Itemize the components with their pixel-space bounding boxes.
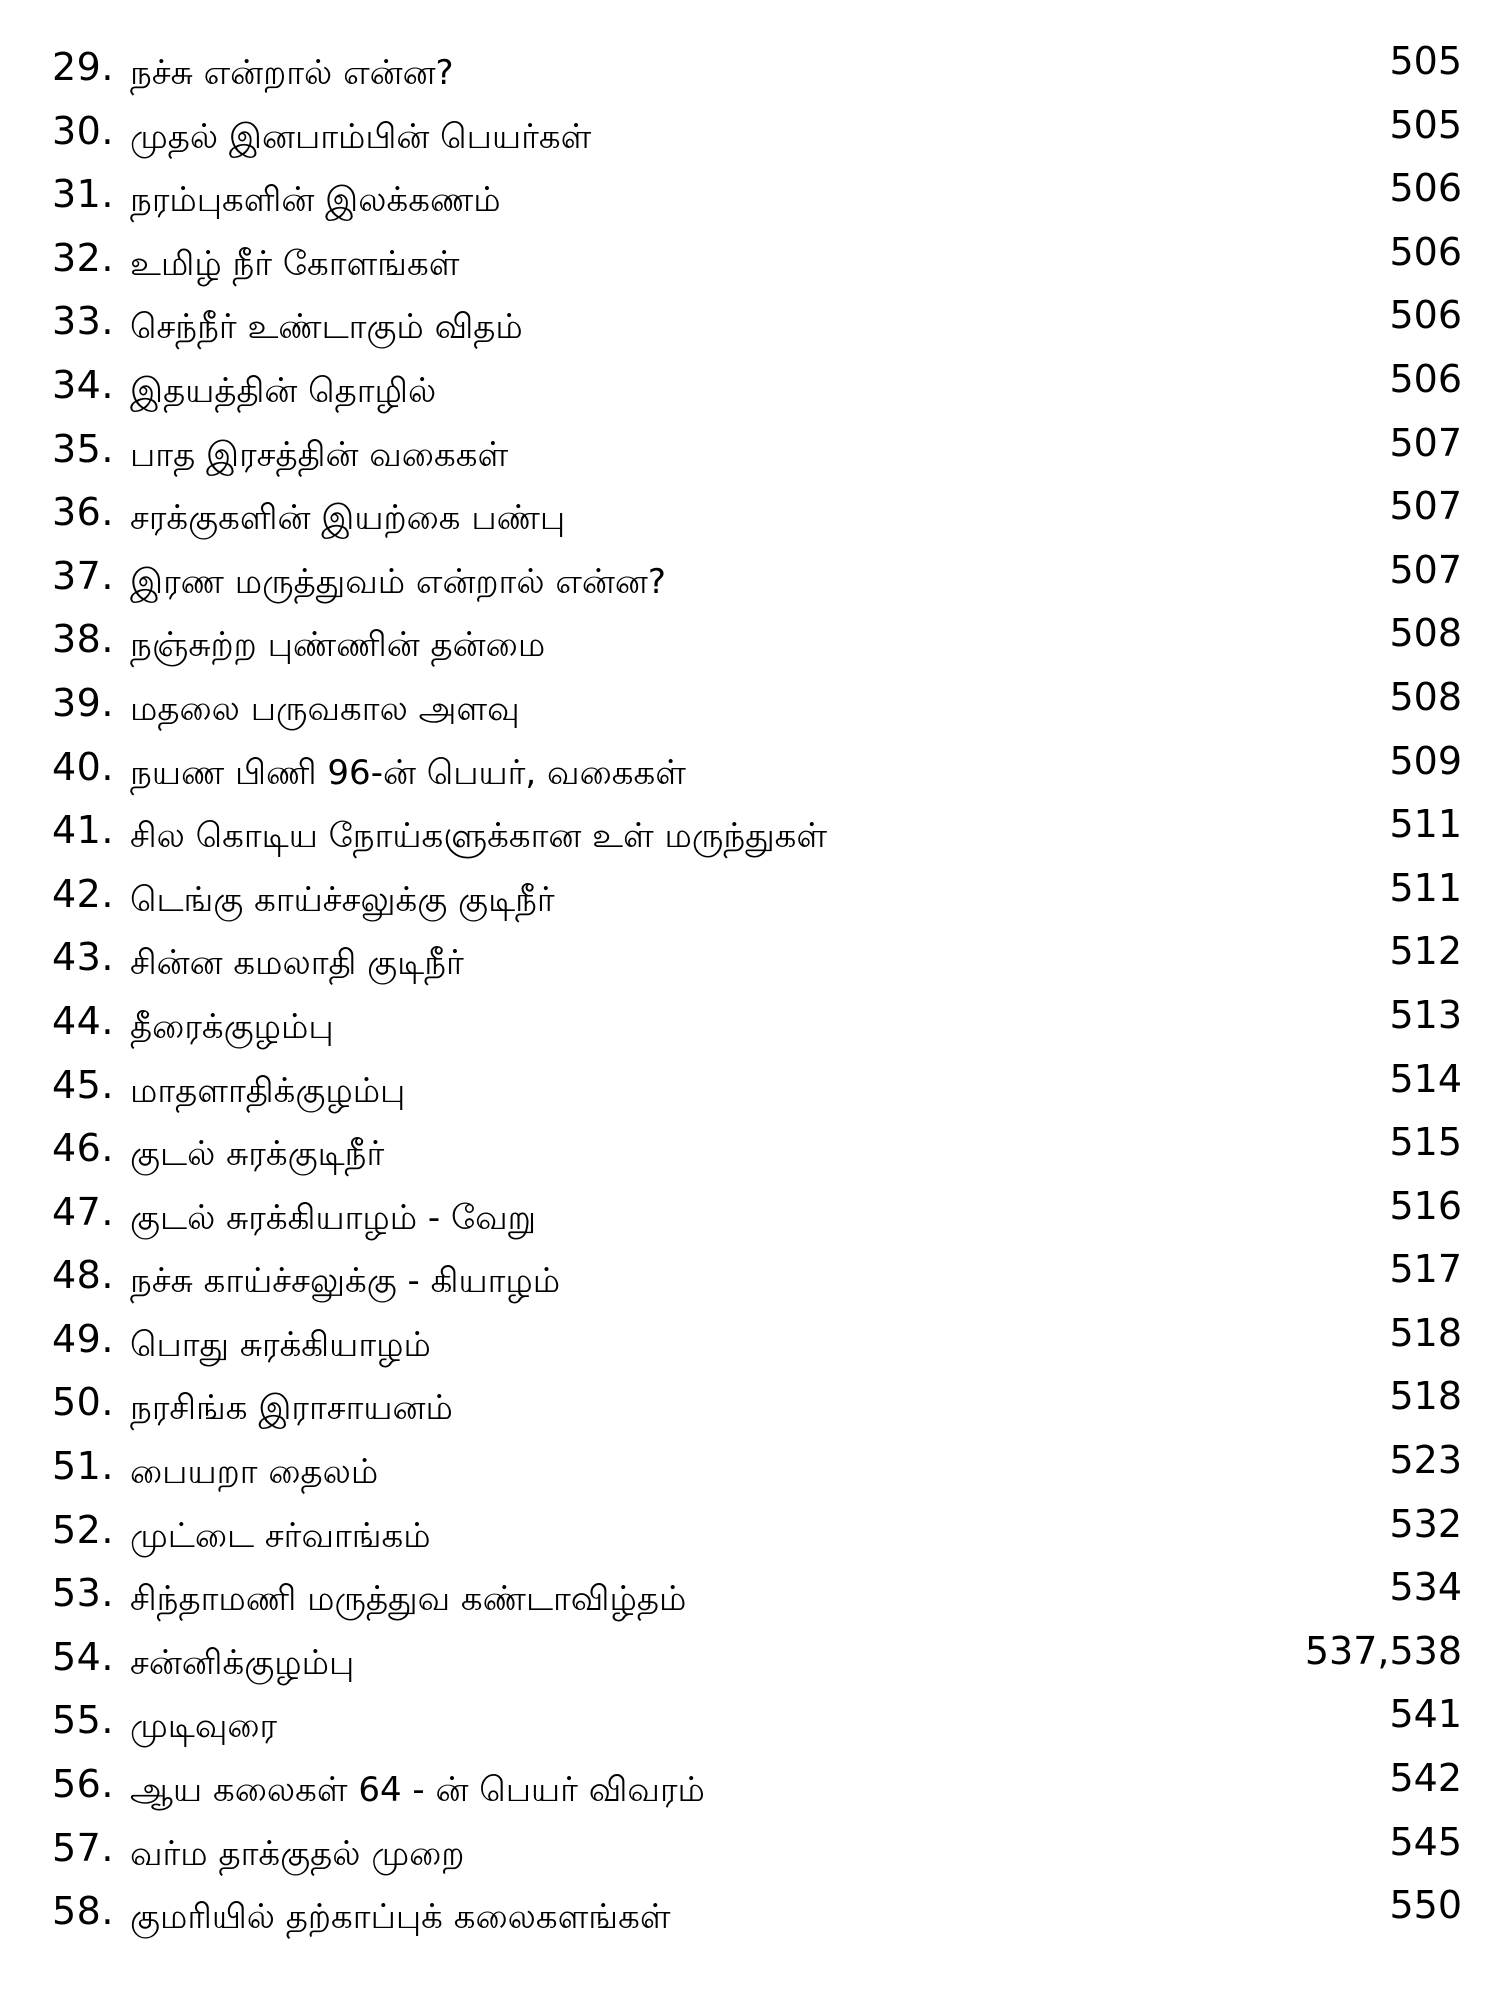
entry-page-number: 517 [1389, 1247, 1462, 1292]
toc-entry [52, 1310, 1462, 1374]
entry-number: 30. [52, 108, 114, 153]
entry-title: சிந்தாமணி மருத்துவ கண்டாவிழ்தம் [130, 1579, 687, 1620]
toc-entry [52, 928, 1462, 992]
entry-page-number: 523 [1389, 1438, 1462, 1483]
entry-page-number: 511 [1389, 802, 1462, 847]
entry-number: 42. [52, 871, 114, 916]
entry-number: 44. [52, 998, 114, 1043]
entry-title: பொது சுரக்கியாழம் [130, 1324, 431, 1365]
entry-number: 41. [52, 808, 114, 853]
entry-title: சன்னிக்குழம்பு [130, 1642, 355, 1683]
toc-entry [52, 1691, 1462, 1755]
toc-entry [52, 1437, 1462, 1501]
entry-number: 38. [52, 617, 114, 662]
entry-title: பையறா தைலம் [130, 1452, 379, 1493]
entry-page-number: 511 [1389, 865, 1462, 910]
entry-number: 33. [52, 299, 114, 344]
entry-title: செந்நீர் உண்டாகும் விதம் [130, 307, 523, 348]
toc-entry [52, 1882, 1462, 1946]
entry-page-number: 515 [1389, 1120, 1462, 1165]
entry-page-number: 507 [1389, 547, 1462, 592]
entry-title: நஞ்சுற்ற புண்ணின் தன்மை [130, 625, 546, 666]
toc-entry [52, 1501, 1462, 1565]
entry-page-number: 512 [1389, 929, 1462, 974]
entry-page-number: 518 [1389, 1310, 1462, 1355]
toc-entry [52, 1564, 1462, 1628]
toc-entry [52, 992, 1462, 1056]
entry-number: 43. [52, 935, 114, 980]
entry-page-number: 542 [1389, 1756, 1462, 1801]
toc-entry [52, 1056, 1462, 1120]
entry-number: 53. [52, 1571, 114, 1616]
toc-entry [52, 1755, 1462, 1819]
entry-page-number: 505 [1389, 102, 1462, 147]
entry-page-number: 550 [1389, 1883, 1462, 1928]
entry-number: 51. [52, 1444, 114, 1489]
entry-title: குடல் சுரக்குடிநீர் [130, 1134, 385, 1175]
entry-title: முடிவுரை [130, 1706, 278, 1747]
toc-entry [52, 292, 1462, 356]
entry-title: நரம்புகளின் இலக்கணம் [130, 180, 501, 221]
toc-entry [52, 610, 1462, 674]
entry-page-number: 545 [1389, 1819, 1462, 1864]
toc-entry [52, 674, 1462, 738]
toc-entry [52, 865, 1462, 929]
entry-number: 48. [52, 1253, 114, 1298]
toc-entry [52, 38, 1462, 102]
entry-page-number: 513 [1389, 992, 1462, 1037]
toc-entry [52, 801, 1462, 865]
entry-title: சின்ன கமலாதி குடிநீர் [130, 943, 464, 984]
entry-number: 47. [52, 1189, 114, 1234]
entry-page-number: 507 [1389, 484, 1462, 529]
toc-entry [52, 483, 1462, 547]
entry-page-number: 509 [1389, 738, 1462, 783]
entry-title: நச்சு காய்ச்சலுக்கு - கியாழம் [130, 1261, 561, 1302]
entry-number: 35. [52, 426, 114, 471]
entry-number: 32. [52, 235, 114, 280]
entry-title: இரண மருத்துவம் என்றால் என்ன? [130, 561, 666, 602]
entry-title: டெங்கு காய்ச்சலுக்கு குடிநீர் [130, 879, 555, 920]
entry-page-number: 541 [1389, 1692, 1462, 1737]
entry-number: 56. [52, 1762, 114, 1807]
toc-entry [52, 420, 1462, 484]
entry-number: 46. [52, 1126, 114, 1171]
entry-number: 36. [52, 490, 114, 535]
toc-entry [52, 356, 1462, 420]
entry-title: குமரியில் தற்காப்புக் கலைகளங்கள் [130, 1897, 671, 1938]
entry-number: 39. [52, 680, 114, 725]
toc-entry [52, 102, 1462, 166]
entry-title: நச்சு என்றால் என்ன? [130, 53, 454, 93]
entry-page-number: 506 [1389, 166, 1462, 211]
entry-page-number: 506 [1389, 356, 1462, 401]
entry-number: 31. [52, 172, 114, 217]
entry-page-number: 518 [1389, 1374, 1462, 1419]
entry-page-number: 516 [1389, 1183, 1462, 1228]
entry-title: மதலை பருவகால அளவு [130, 688, 520, 729]
entry-page-number: 506 [1389, 293, 1462, 338]
entry-page-number: 514 [1389, 1056, 1462, 1101]
table-of-contents [52, 38, 1462, 1946]
toc-entry [52, 1246, 1462, 1310]
entry-page-number: 506 [1389, 229, 1462, 274]
entry-page-number: 508 [1389, 674, 1462, 719]
entry-title: முதல் இனபாம்பின் பெயர்கள் [130, 116, 592, 157]
toc-entry [52, 1373, 1462, 1437]
entry-title: குடல் சுரக்கியாழம் - வேறு [130, 1197, 537, 1238]
entry-title: உமிழ் நீர் கோளங்கள் [130, 243, 460, 284]
entry-title: முட்டை சர்வாங்கம் [130, 1515, 431, 1556]
entry-number: 34. [52, 362, 114, 407]
entry-number: 45. [52, 1062, 114, 1107]
entry-page-number: 534 [1389, 1565, 1462, 1610]
entry-title: ஆய கலைகள் 64 - ன் பெயர் விவரம் [130, 1770, 705, 1811]
toc-entry [52, 1628, 1462, 1692]
entry-number: 52. [52, 1507, 114, 1552]
entry-page-number: 537,538 [1304, 1628, 1462, 1673]
entry-title: வர்ம தாக்குதல் முறை [130, 1833, 465, 1874]
entry-number: 29. [52, 45, 114, 89]
entry-number: 55. [52, 1698, 114, 1743]
entry-number: 40. [52, 744, 114, 789]
entry-title: இதயத்தின் தொழில் [130, 370, 437, 411]
entry-page-number: 505 [1389, 39, 1462, 83]
toc-entry [52, 738, 1462, 802]
toc-entry [52, 1819, 1462, 1883]
entry-title: பாத இரசத்தின் வகைகள் [130, 434, 509, 475]
entry-page-number: 532 [1389, 1501, 1462, 1546]
toc-entry [52, 229, 1462, 293]
toc-entry [52, 1119, 1462, 1183]
entry-number: 50. [52, 1380, 114, 1425]
entry-number: 57. [52, 1825, 114, 1870]
entry-number: 58. [52, 1889, 114, 1934]
entry-title: நரசிங்க இராசாயனம் [130, 1388, 453, 1429]
entry-title: மாதளாதிக்குழம்பு [130, 1070, 406, 1111]
toc-entry [52, 1183, 1462, 1247]
toc-entry [52, 165, 1462, 229]
entry-page-number: 508 [1389, 611, 1462, 656]
entry-title: சில கொடிய நோய்களுக்கான உள் மருந்துகள் [130, 816, 828, 857]
toc-entry [52, 547, 1462, 611]
entry-number: 54. [52, 1634, 114, 1679]
entry-title: சரக்குகளின் இயற்கை பண்பு [130, 498, 566, 539]
entry-number: 49. [52, 1316, 114, 1361]
entry-title: தீரைக்குழம்பு [130, 1006, 334, 1047]
entry-title: நயண பிணி 96-ன் பெயர், வகைகள் [130, 752, 686, 793]
entry-number: 37. [52, 553, 114, 598]
entry-page-number: 507 [1389, 420, 1462, 465]
